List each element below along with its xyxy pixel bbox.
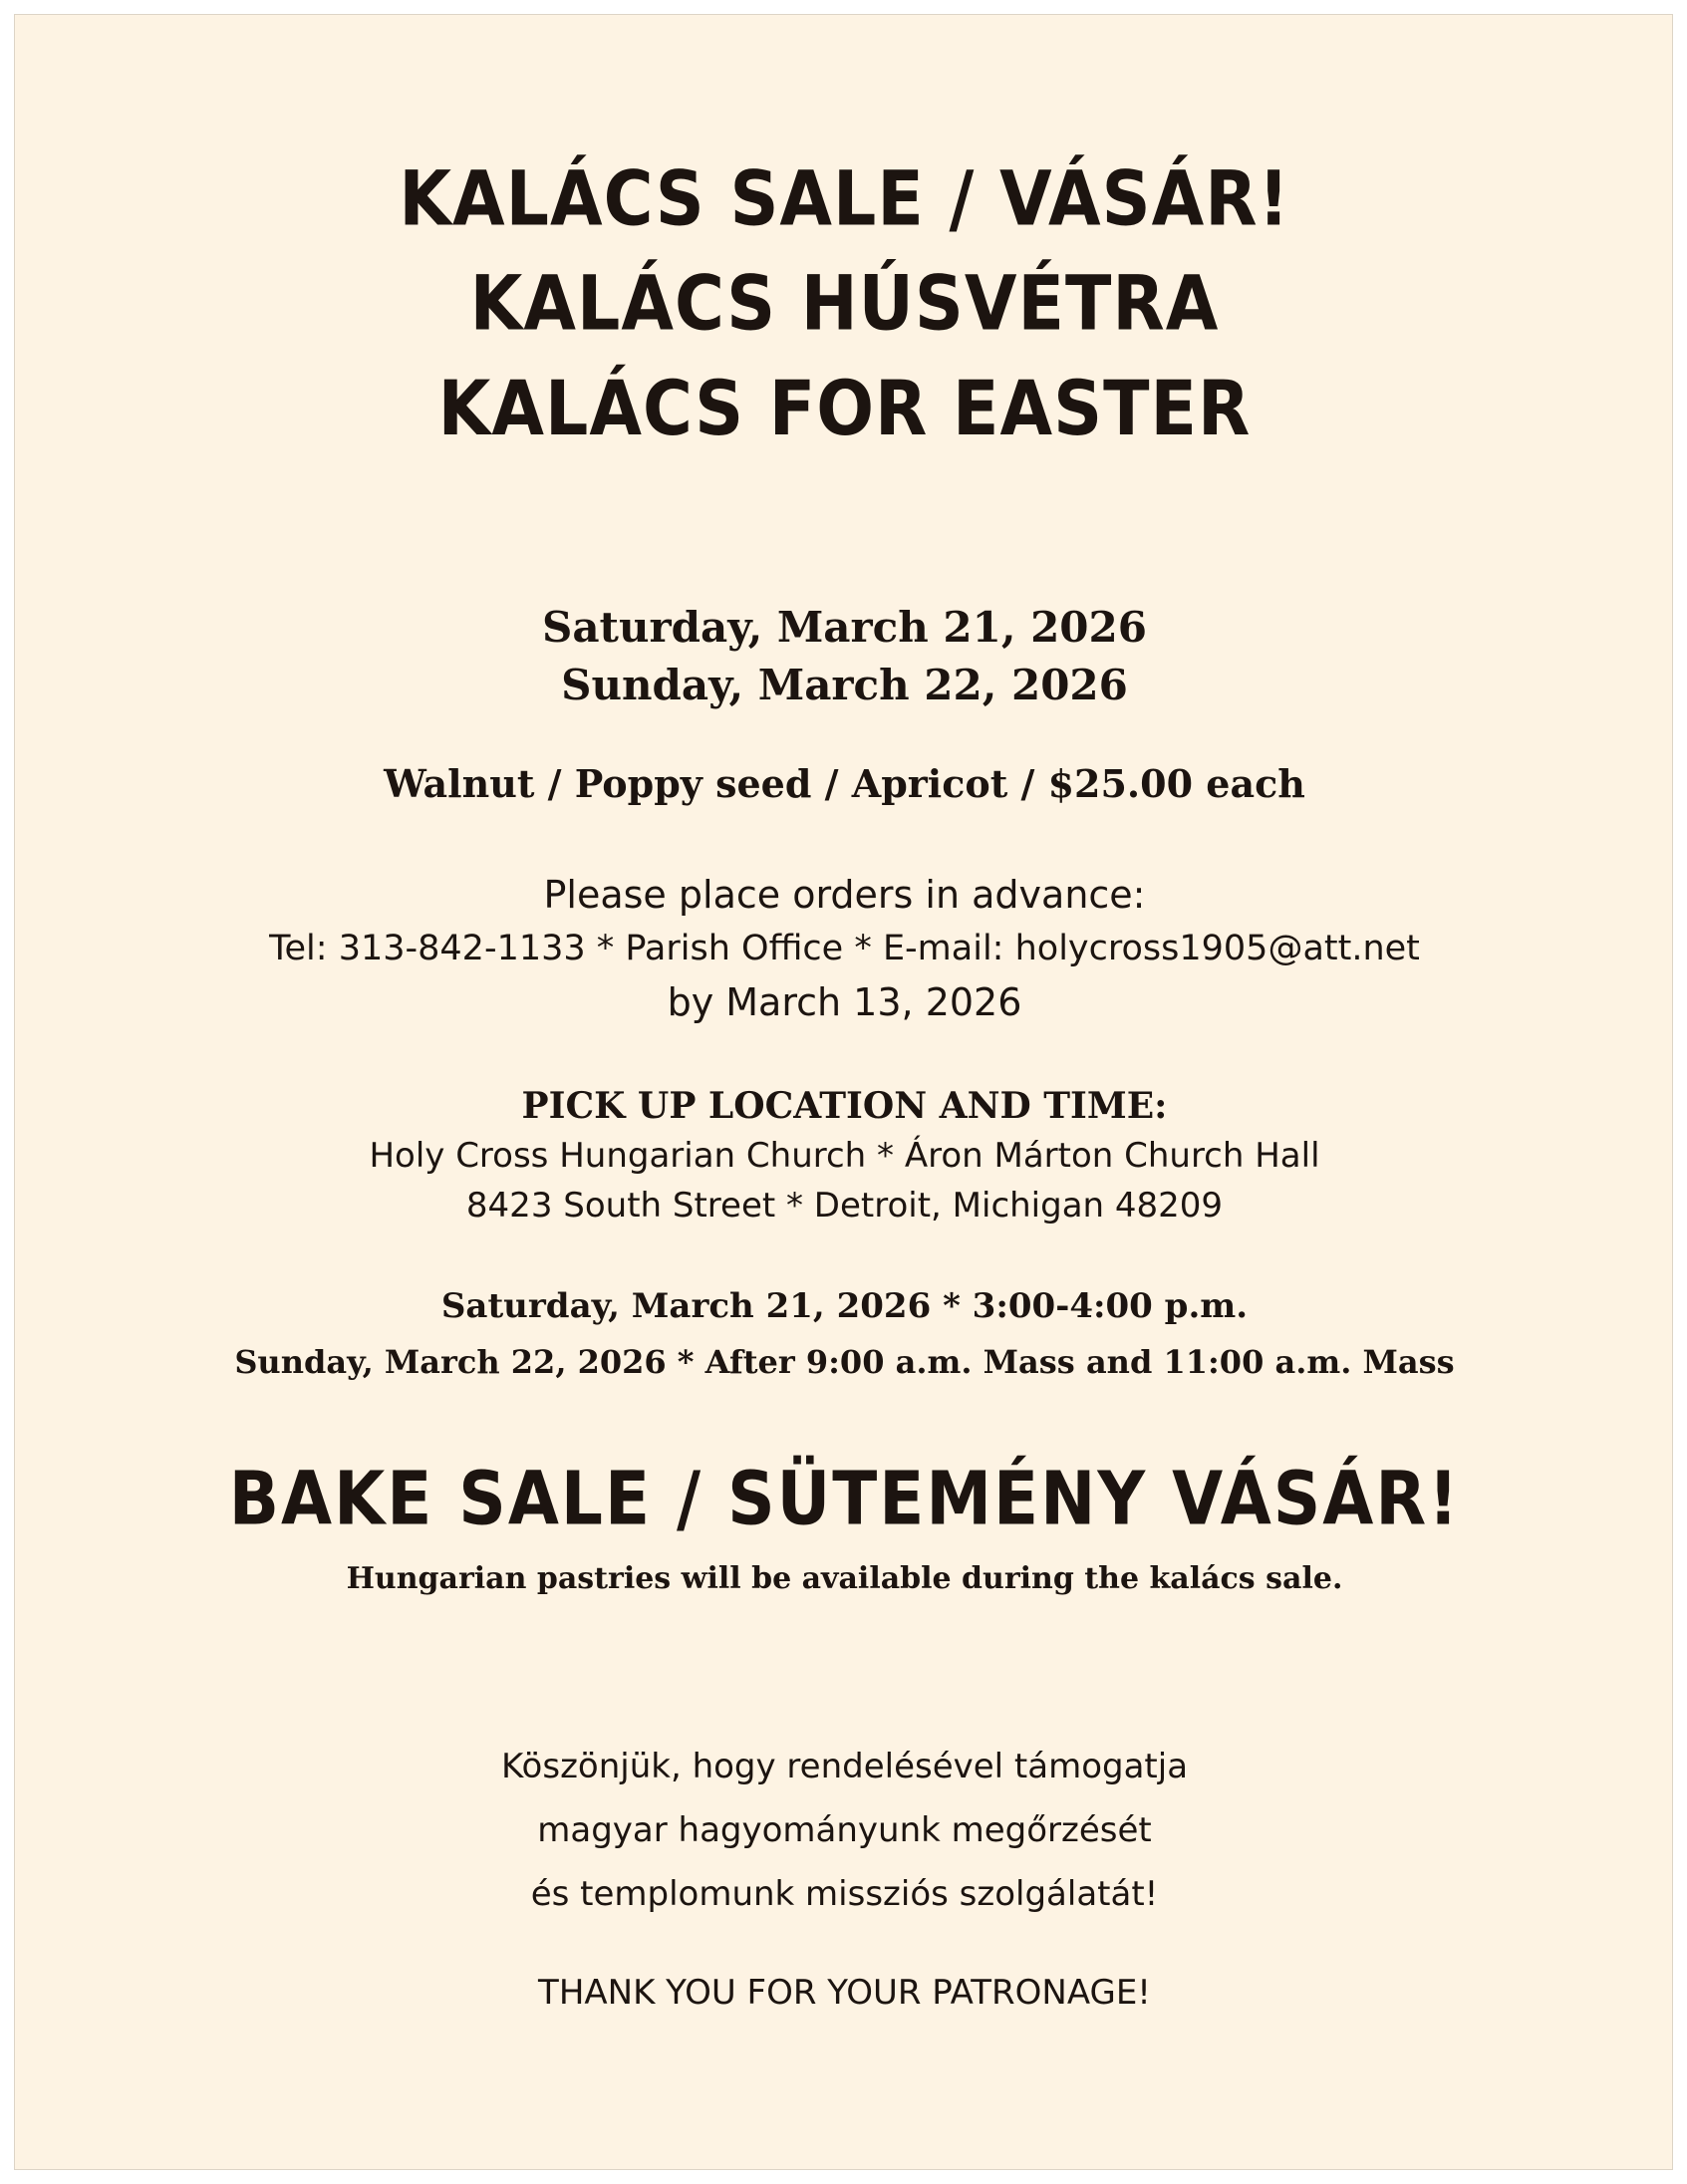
pickup-place: Holy Cross Hungarian Church * Áron Márton Church Hall [369,1136,1320,1176]
bake-sale-note [15,1557,1674,1601]
order-contact: Tel: 313-842-1133 * Parish Office * E-mail: holycross1905@att.net [269,929,1420,968]
title-line-husvetra: KALÁCS HÚSVÉTRA [469,260,1220,349]
order-intro: Please place orders in advance: [543,873,1146,917]
title-line-easter: KALÁCS FOR EASTER [437,365,1252,453]
sale-date-saturday: Saturday, March 21, 2026 [542,603,1147,652]
pickup-location [15,1081,1674,1230]
thanks-hungarian [15,1735,1674,1926]
bake-sale-title [15,1448,1674,1550]
pickup-times [15,1278,1674,1390]
thanks-english-text: THANK YOU FOR YOUR PATRONAGE! [538,1973,1151,2013]
pickup-time-saturday: Saturday, March 21, 2026 * 3:00-4:00 p.m. [440,1286,1249,1326]
sale-date-sunday: Sunday, March 22, 2026 [561,661,1128,709]
pickup-time-sunday: Sunday, March 22, 2026 * After 9:00 a.m. Mass and 11:00 a.m. Mass [234,1343,1455,1381]
order-deadline: by March 13, 2026 [667,980,1022,1024]
flavors-price [15,758,1674,810]
bake-sale-note-text: Hungarian pastries will be available during the kalács sale. [346,1561,1343,1596]
title-line-sale: KALÁCS SALE / VÁSÁR! [399,154,1290,244]
thanks-hungarian-line-1: Köszönjük, hogy rendelésével támogatja [500,1747,1189,1786]
flyer-title [15,147,1674,462]
flavors-price-text: Walnut / Poppy seed / Apricot / $25.00 each [384,761,1305,806]
thanks-hungarian-line-2: magyar hagyományunk megőrzését [537,1810,1152,1850]
thanks-hungarian-line-3: és templomunk missziós szolgálatát! [530,1874,1159,1914]
order-info [15,868,1674,1029]
thanks-english [15,1968,1674,2018]
flyer-page [14,14,1673,2170]
sale-dates [15,599,1674,714]
pickup-address: 8423 South Street * Detroit, Michigan 48209 [465,1186,1224,1226]
pickup-heading: PICK UP LOCATION AND TIME: [521,1085,1168,1127]
bake-sale-title-text: BAKE SALE / SÜTEMÉNY VÁSÁR! [228,1456,1461,1542]
